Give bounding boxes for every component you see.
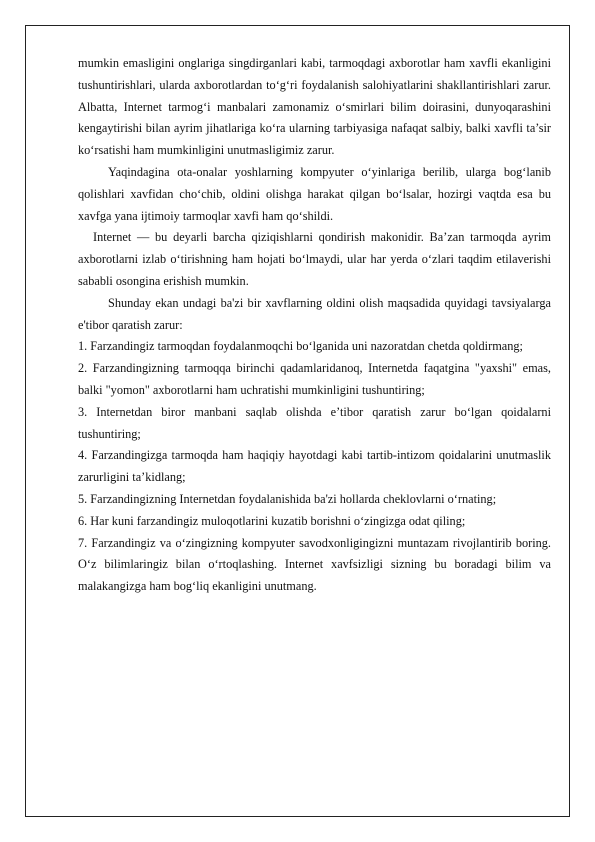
list-item-5: 5. Farzandingizning Internetdan foydalanishida ba'zi hollarda cheklovlarni o‘rnating; — [78, 491, 497, 506]
paragraph-1: mumkin emasligini onglariga singdirganlari kabi, tarmoqdagi axborotlar ham xavfli ekanligini tushuntirishlari, ularda axborotlardan to‘g‘ri foydalanish salohiyatlarini shakllantirishlari zarur. Albatta, Internet tarmog‘i manbalari zamonamiz o‘smirlari bilim doirasini, dunyoqarashini kengaytirishi bilan ayrim jihatlariga ko‘ra ularning tarbiyasiga nafaqat salbiy, balki xavfli ta’sir ko‘rsatishi ham mumkinligini unutmasligimiz zarur. — [78, 56, 551, 158]
paragraph-3: Internet — bu deyarli barcha qiziqishlarni qondirish makonidir. Ba’zan tarmoqda ayrim axborotlarni izlab o‘tirishning ham hojati bo‘lmaydi, ular har yerda o‘zlari taqdim etilaverishi sababli osongina erishish mumkin. — [78, 230, 551, 288]
list-item-6: 6. Har kuni farzandingiz muloqotlarini kuzatib borishni o‘zingizga odat qiling; — [78, 513, 466, 528]
list-item-3: 3. Internetdan biror manbani saqlab olishda e’tibor qaratish zarur bo‘lgan qoidalarni tushuntiring; — [78, 404, 551, 441]
list-item-7: 7. Farzandingiz va o‘zingizning kompyuter savodxonligingizni muntazam rivojlantirib boring. O‘z bilimlaringiz bilan o‘rtoqlashing. Internet xavfsizligi sizning bu boradagi bilim va malakangizga ham bog‘liq ekanligini unutmang. — [78, 535, 551, 594]
list-item-2: 2. Farzandingizning tarmoqqa birinchi qadamlaridanoq, Internetda faqatgina "yaxshi" emas, balki "yomon" axborotlarni ham uchratishi mumkinligini tushuntiring; — [78, 361, 551, 397]
paragraph-2: Yaqindagina ota-onalar yoshlarning kompyuter o‘yinlariga berilib, ularga bog‘lanib qolishlari xavfidan cho‘chib, oldini olishga harakat qilgan bo‘lsalar, hozirgi vaqtda esa bu xavfga yana ijtimoiy tarmoqlar xavfi ham qo‘shildi. — [78, 164, 551, 223]
paragraph-4: Shunday ekan undagi ba'zi bir xavflarning oldini olish maqsadida quyidagi tavsiyalarga e'tibor qaratish zarur: — [78, 295, 551, 332]
document-body — [78, 53, 551, 598]
list-item-1: 1. Farzandingiz tarmoqdan foydalanmoqchi bo‘lganida uni nazoratdan chetda qoldirmang; — [78, 339, 523, 354]
list-item-4: 4. Farzandingizga tarmoqda ham haqiqiy hayotdagi kabi tartib-intizom qoidalarini unutmaslik zarurligini ta’kidlang; — [78, 448, 551, 485]
